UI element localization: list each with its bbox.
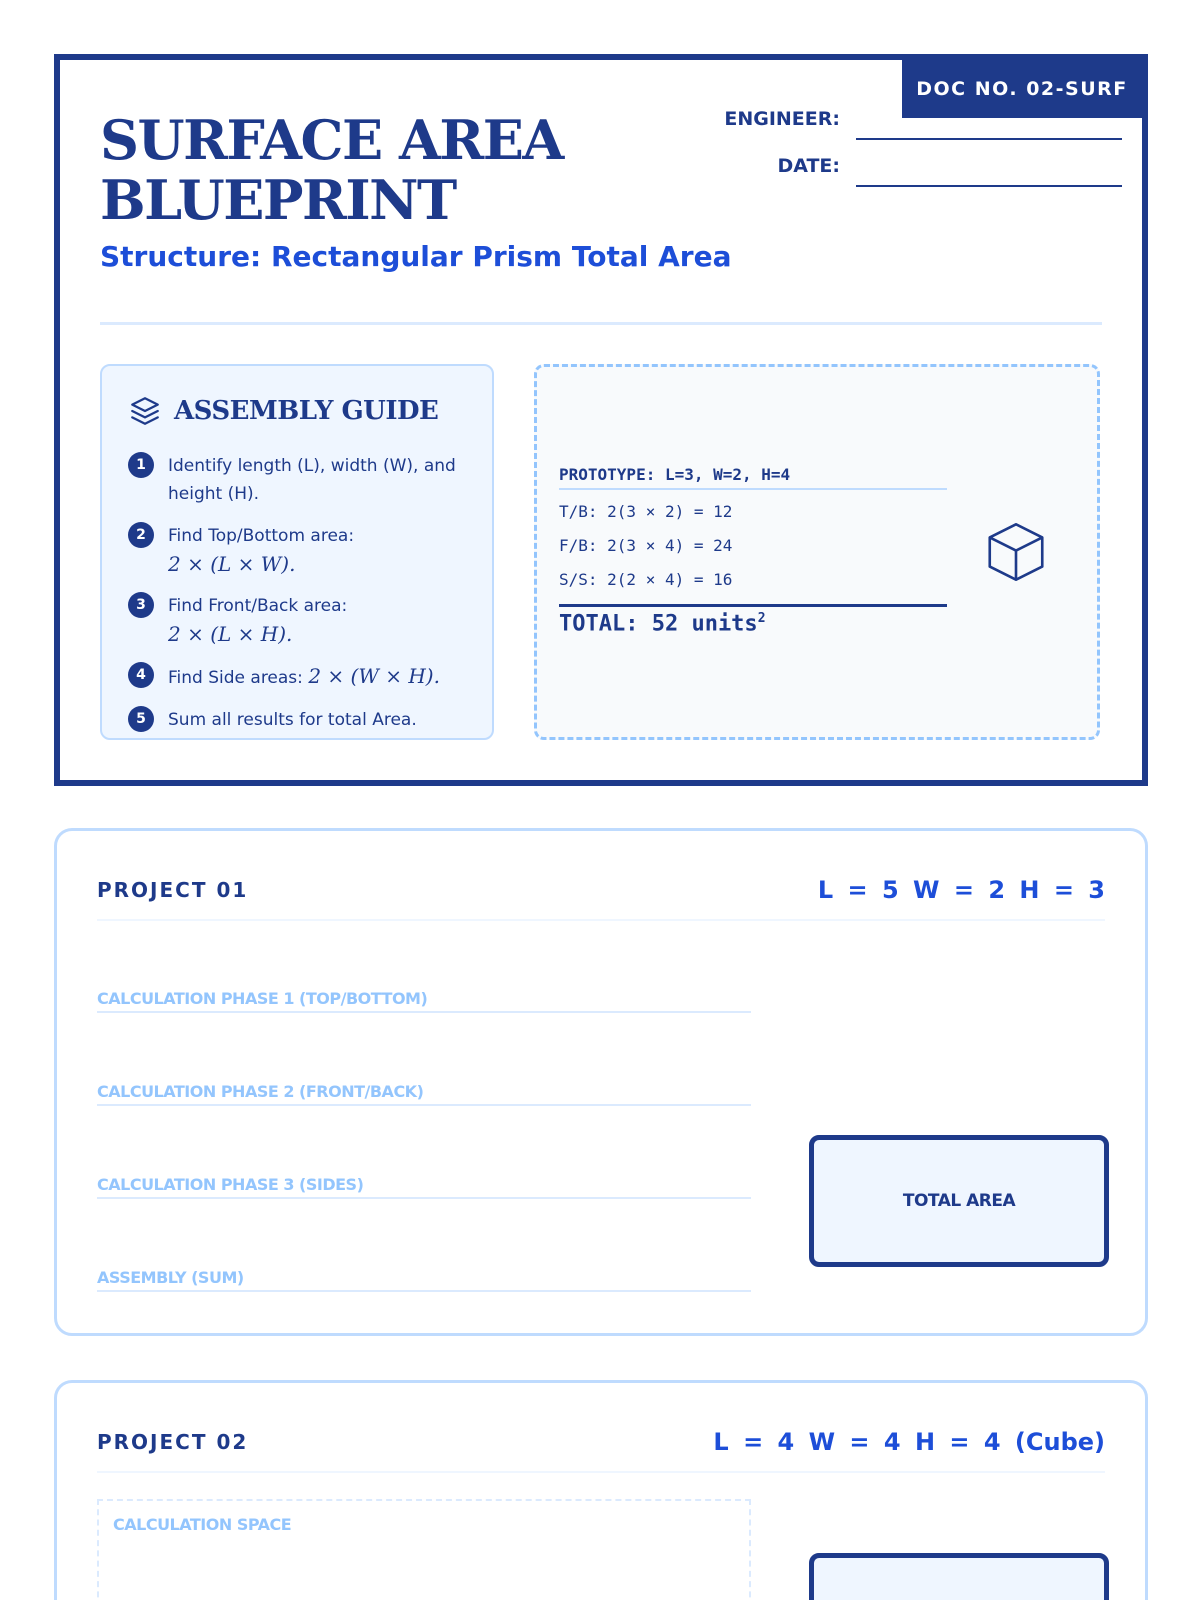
prototype-line-front-back: F/B: 2(3 × 4) = 24 [559, 536, 733, 555]
date-field[interactable] [700, 155, 1122, 177]
prototype-calculation [559, 465, 947, 636]
step-number: 2 [128, 522, 154, 548]
step-label: Find Side areas: [168, 668, 303, 688]
guide-step [128, 706, 466, 734]
assembly-guide [100, 364, 494, 740]
header-divider [100, 322, 1102, 325]
project-label: PROJECT 01 [97, 878, 249, 902]
step-number: 4 [128, 662, 154, 688]
cube-icon [981, 517, 1051, 587]
calculation-phase-1-field[interactable]: CALCULATION PHASE 1 (TOP/BOTTOM) [97, 989, 751, 1013]
prototype-total [559, 611, 947, 636]
step-text [168, 522, 354, 578]
guide-step [128, 452, 466, 508]
guide-step [128, 592, 466, 648]
project-label: PROJECT 02 [97, 1430, 249, 1454]
prototype-example [534, 364, 1100, 740]
page-title [100, 110, 660, 230]
prototype-total-text: TOTAL: 52 units [559, 611, 758, 637]
step-text: Identify length (L), width (W), and height (H). [168, 456, 456, 504]
date-label: DATE: [777, 155, 840, 177]
guide-header [128, 394, 466, 428]
doc-number-badge: DOC NO. 02-SURF [902, 60, 1142, 118]
step-label: Find Top/Bottom area: [168, 526, 355, 546]
prototype-heading: PROTOTYPE: L=3, W=2, H=4 [559, 465, 947, 490]
calculation-space-label: CALCULATION SPACE [113, 1515, 292, 1534]
project-dimensions: L = 5 W = 2 H = 3 [817, 876, 1105, 904]
calculation-phase-2-field[interactable]: CALCULATION PHASE 2 (FRONT/BACK) [97, 1082, 751, 1106]
header-card [54, 54, 1148, 786]
calculation-space[interactable] [97, 1499, 751, 1600]
guide-step [128, 662, 466, 692]
project-header [97, 1413, 1105, 1473]
step-number: 1 [128, 452, 154, 478]
date-line[interactable] [856, 185, 1122, 187]
project-dimensions: L = 4 W = 4 H = 4 (Cube) [713, 1428, 1105, 1456]
assembly-sum-field[interactable]: ASSEMBLY (SUM) [97, 1268, 751, 1292]
title-line-2: BLUEPRINT [100, 168, 456, 232]
guide-step [128, 522, 466, 578]
prototype-line-top-bottom: T/B: 2(3 × 2) = 12 [559, 502, 733, 521]
step-number: 5 [128, 706, 154, 732]
total-area-box[interactable] [809, 1135, 1109, 1267]
step-text: Sum all results for total Area. [168, 710, 417, 730]
total-area-box[interactable] [809, 1553, 1109, 1600]
engineer-label: ENGINEER: [724, 108, 840, 130]
project-card-01 [54, 828, 1148, 1336]
step-text [168, 592, 347, 648]
prototype-total-rule [559, 604, 947, 607]
step-formula: 2 × (L × H). [168, 622, 293, 646]
step-formula: 2 × (W × H). [308, 664, 440, 688]
prototype-total-unit-exponent: 2 [757, 611, 766, 626]
calculation-phase-3-field[interactable]: CALCULATION PHASE 3 (SIDES) [97, 1175, 751, 1199]
step-number: 3 [128, 592, 154, 618]
project-card-02 [54, 1380, 1148, 1600]
page-subtitle: Structure: Rectangular Prism Total Area [100, 240, 732, 273]
prototype-line-sides: S/S: 2(2 × 4) = 16 [559, 570, 733, 589]
step-formula: 2 × (L × W). [168, 552, 296, 576]
total-area-label: TOTAL AREA [902, 1191, 1016, 1211]
layers-icon [128, 394, 162, 428]
step-label: Find Front/Back area: [168, 596, 348, 616]
step-text [168, 662, 440, 692]
engineer-line[interactable] [856, 138, 1122, 140]
guide-title: ASSEMBLY GUIDE [174, 396, 439, 426]
engineer-field[interactable] [700, 108, 1122, 130]
project-header [97, 861, 1105, 921]
title-line-1: SURFACE AREA [100, 108, 563, 172]
